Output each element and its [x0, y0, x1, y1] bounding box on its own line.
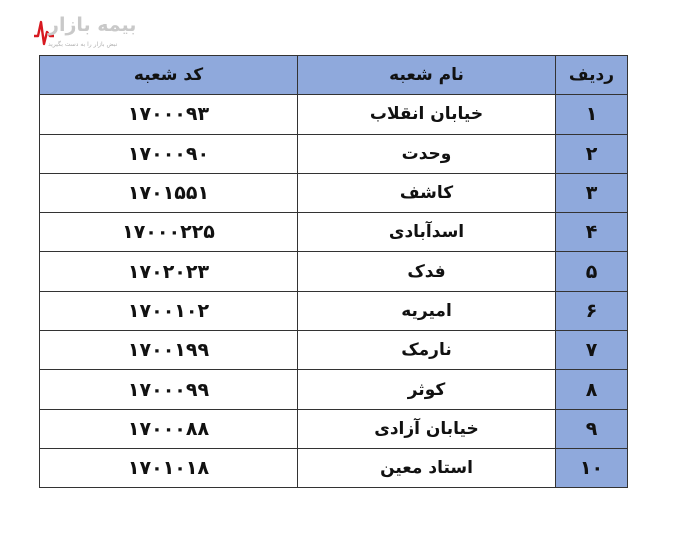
row-index: ۳ — [556, 173, 628, 212]
branch-name: خیابان انقلاب — [298, 95, 556, 134]
row-index: ۹ — [556, 409, 628, 448]
branch-code: ۱۷۰۰۰۲۲۵ — [40, 213, 298, 252]
branch-name: اسدآبادی — [298, 213, 556, 252]
table-row — [40, 173, 628, 212]
row-index: ۱۰ — [556, 448, 628, 487]
branch-code: ۱۷۰۰۱۰۲ — [40, 291, 298, 330]
header-branch-code: کد شعبه — [40, 56, 298, 95]
branch-code: ۱۷۰۰۰۹۳ — [40, 95, 298, 134]
row-index: ۷ — [556, 331, 628, 370]
branch-name: وحدت — [298, 134, 556, 173]
branch-code: ۱۷۰۰۰۸۸ — [40, 409, 298, 448]
table-row — [40, 370, 628, 409]
branch-code: ۱۷۰۰۰۹۰ — [40, 134, 298, 173]
row-index: ۱ — [556, 95, 628, 134]
branch-code: ۱۷۰۱۰۱۸ — [40, 448, 298, 487]
table-row — [40, 409, 628, 448]
branch-name: کاشف — [298, 173, 556, 212]
branch-code: ۱۷۰۱۵۵۱ — [40, 173, 298, 212]
branch-name: نارمک — [298, 331, 556, 370]
table-row — [40, 448, 628, 487]
table-row — [40, 213, 628, 252]
branch-codes-table — [39, 55, 628, 488]
logo-wordmark: بیمه بازار — [48, 14, 137, 36]
branch-code: ۱۷۰۰۰۹۹ — [40, 370, 298, 409]
table-row — [40, 291, 628, 330]
branch-code: ۱۷۰۰۱۹۹ — [40, 331, 298, 370]
branch-name: استاد معین — [298, 448, 556, 487]
header-index: ردیف — [556, 56, 628, 95]
row-index: ۶ — [556, 291, 628, 330]
row-index: ۴ — [556, 213, 628, 252]
branch-name: امیریه — [298, 291, 556, 330]
branch-code: ۱۷۰۲۰۲۳ — [40, 252, 298, 291]
header-branch-name: نام شعبه — [298, 56, 556, 95]
table-row — [40, 252, 628, 291]
branch-name: خیابان آزادی — [298, 409, 556, 448]
branch-name: کوثر — [298, 370, 556, 409]
table-row — [40, 95, 628, 134]
row-index: ۸ — [556, 370, 628, 409]
site-logo — [34, 14, 137, 56]
logo-tagline: نبض بازار را به دست بگیرید — [48, 41, 118, 48]
branch-name: فدک — [298, 252, 556, 291]
table-row — [40, 134, 628, 173]
row-index: ۲ — [556, 134, 628, 173]
table-row — [40, 331, 628, 370]
table-header-row — [40, 56, 628, 95]
row-index: ۵ — [556, 252, 628, 291]
